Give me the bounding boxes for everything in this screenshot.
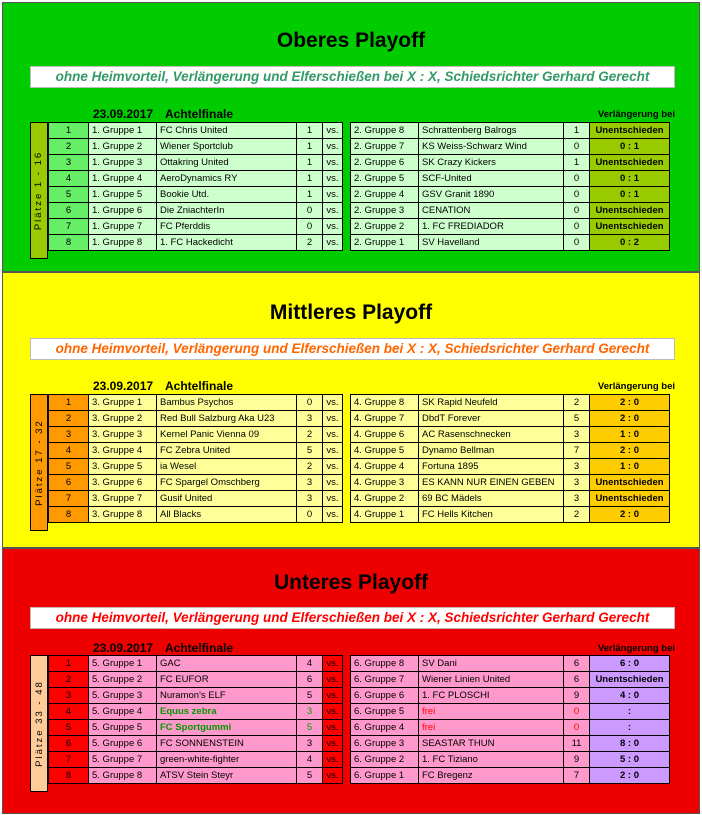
section-unteres-playoff [2,548,700,814]
rules-banner: ohne Heimvorteil, Verlängerung und Elferschießen bei X : X, Schiedsrichter Gerhard Gerecht [30,607,675,629]
score-away: 2 [564,507,590,523]
extra-time-result: Unentschieden [590,123,670,139]
match-number: 3 [49,688,89,704]
group-slot-home: 1. Gruppe 1 [89,123,157,139]
team-away: DbdT Forever [419,411,564,427]
team-away: frei [419,704,564,720]
group-slot-away: 4. Gruppe 8 [351,395,419,411]
team-away: ES KANN NUR EINEN GEBEN [419,475,564,491]
extra-time-result: 2 : 0 [590,768,670,784]
vs-label: vs. [323,139,343,155]
group-slot-away: 4. Gruppe 4 [351,459,419,475]
extra-time-result: Unentschieden [590,219,670,235]
score-away: 0 [564,704,590,720]
group-slot-home: 3. Gruppe 4 [89,443,157,459]
places-label [30,122,48,259]
vs-label: vs. [323,736,343,752]
match-row [49,656,670,672]
group-slot-home: 5. Gruppe 3 [89,688,157,704]
extra-time-result: Unentschieden [590,203,670,219]
score-home: 5 [297,443,323,459]
score-home: 5 [297,688,323,704]
match-row [49,752,670,768]
team-away: Fortuna 1895 [419,459,564,475]
team-home: Bambus Psychos [157,395,297,411]
gap [343,459,351,475]
vs-label: vs. [323,672,343,688]
score-home: 6 [297,672,323,688]
score-away: 0 [564,139,590,155]
group-slot-away: 2. Gruppe 8 [351,123,419,139]
score-away: 0 [564,235,590,251]
group-slot-away: 6. Gruppe 6 [351,688,419,704]
group-slot-away: 2. Gruppe 6 [351,155,419,171]
round-label: Achtelfinale [165,107,234,121]
score-home: 1 [297,171,323,187]
match-number: 4 [49,171,89,187]
gap [343,139,351,155]
group-slot-home: 1. Gruppe 2 [89,139,157,155]
match-number: 8 [49,768,89,784]
gap [343,395,351,411]
score-away: 3 [564,475,590,491]
match-number: 7 [49,491,89,507]
group-slot-away: 2. Gruppe 7 [351,139,419,155]
extra-time-result: 2 : 0 [590,507,670,523]
vs-label: vs. [323,235,343,251]
match-number: 3 [49,155,89,171]
vs-label: vs. [323,427,343,443]
group-slot-home: 5. Gruppe 7 [89,752,157,768]
vs-label: vs. [323,656,343,672]
group-slot-away: 4. Gruppe 1 [351,507,419,523]
extra-time-result: 6 : 0 [590,656,670,672]
score-home: 1 [297,155,323,171]
score-away: 1 [564,123,590,139]
extra-time-result: : [590,704,670,720]
section-mittleres-playoff [2,272,700,548]
team-away: SK Rapid Neufeld [419,395,564,411]
match-date: 23.09.2017 [93,107,154,121]
score-home: 2 [297,235,323,251]
group-slot-away: 4. Gruppe 5 [351,443,419,459]
score-away: 1 [564,155,590,171]
vs-label: vs. [323,752,343,768]
group-slot-away: 6. Gruppe 2 [351,752,419,768]
match-number: 2 [49,411,89,427]
extra-time-result: 8 : 0 [590,736,670,752]
match-number: 8 [49,507,89,523]
places-text: Plätze 1 - 16 [33,150,45,231]
gap [343,411,351,427]
match-number: 5 [49,720,89,736]
places-label [30,655,48,792]
match-table [48,655,670,784]
match-row [49,187,670,203]
places-text: Plätze 17 - 32 [33,419,45,506]
score-away: 6 [564,656,590,672]
team-home: Equus zebra [157,704,297,720]
group-slot-home: 1. Gruppe 5 [89,187,157,203]
score-away: 7 [564,443,590,459]
gap [343,187,351,203]
vs-label: vs. [323,219,343,235]
group-slot-home: 1. Gruppe 7 [89,219,157,235]
score-home: 1 [297,123,323,139]
match-row [49,491,670,507]
match-number: 3 [49,427,89,443]
score-home: 3 [297,491,323,507]
gap [343,443,351,459]
match-row [49,459,670,475]
rules-banner: ohne Heimvorteil, Verlängerung und Elferschießen bei X : X, Schiedsrichter Gerhard Gerecht [30,338,675,360]
extra-time-result: : [590,720,670,736]
team-away: SV Havelland [419,235,564,251]
extra-time-header: Verlängerung bei [597,109,675,120]
section-title: Mittleres Playoff [269,301,433,324]
extra-time-result: Unentschieden [590,491,670,507]
match-row [49,720,670,736]
score-away: 2 [564,395,590,411]
match-row [49,155,670,171]
team-home: 1. FC Hackedicht [157,235,297,251]
match-row [49,219,670,235]
team-away: AC Rasenschnecken [419,427,564,443]
section-title: Unteres Playoff [273,571,429,594]
team-away: FC Bregenz [419,768,564,784]
group-slot-home: 5. Gruppe 8 [89,768,157,784]
vs-label: vs. [323,720,343,736]
score-home: 1 [297,139,323,155]
team-home: Die ZniachterIn [157,203,297,219]
team-home: FC Sportgummi [157,720,297,736]
match-row [49,672,670,688]
match-row [49,235,670,251]
team-home: FC Pferddis [157,219,297,235]
team-home: ia Wesel [157,459,297,475]
extra-time-result: 0 : 1 [590,139,670,155]
score-away: 3 [564,491,590,507]
gap [343,736,351,752]
match-row [49,704,670,720]
team-away: GSV Granit 1890 [419,187,564,203]
vs-label: vs. [323,411,343,427]
vs-label: vs. [323,171,343,187]
gap [343,475,351,491]
vs-label: vs. [323,395,343,411]
score-away: 11 [564,736,590,752]
gap [343,427,351,443]
team-away: FC Hells Kitchen [419,507,564,523]
match-number: 4 [49,704,89,720]
group-slot-away: 2. Gruppe 2 [351,219,419,235]
group-slot-home: 5. Gruppe 1 [89,656,157,672]
vs-label: vs. [323,187,343,203]
group-slot-home: 1. Gruppe 8 [89,235,157,251]
team-away: 1. FC PLOSCHI [419,688,564,704]
team-home: Ottakring United [157,155,297,171]
group-slot-home: 3. Gruppe 3 [89,427,157,443]
team-away: KS Weiss-Schwarz Wind [419,139,564,155]
team-away: Dynamo Bellman [419,443,564,459]
group-slot-home: 3. Gruppe 8 [89,507,157,523]
match-number: 1 [49,123,89,139]
match-table [48,394,670,523]
group-slot-away: 6. Gruppe 1 [351,768,419,784]
gap [343,672,351,688]
match-number: 4 [49,443,89,459]
vs-label: vs. [323,768,343,784]
extra-time-result: Unentschieden [590,475,670,491]
match-row [49,475,670,491]
extra-time-result: 4 : 0 [590,688,670,704]
places-text: Plätze 33 - 48 [33,680,45,767]
match-number: 6 [49,736,89,752]
team-away: SEASTAR THUN [419,736,564,752]
team-away: 1. FC Tiziano [419,752,564,768]
round-label: Achtelfinale [165,379,234,393]
group-slot-home: 5. Gruppe 6 [89,736,157,752]
extra-time-result: 1 : 0 [590,427,670,443]
group-slot-home: 3. Gruppe 1 [89,395,157,411]
match-number: 7 [49,752,89,768]
gap [343,235,351,251]
match-row [49,139,670,155]
team-home: Kernel Panic Vienna 09 [157,427,297,443]
score-home: 0 [297,395,323,411]
gap [343,656,351,672]
team-away: SV Dani [419,656,564,672]
group-slot-home: 5. Gruppe 2 [89,672,157,688]
team-home: Wiener Sportclub [157,139,297,155]
group-slot-home: 3. Gruppe 6 [89,475,157,491]
match-number: 2 [49,672,89,688]
group-slot-home: 3. Gruppe 5 [89,459,157,475]
gap [343,491,351,507]
score-away: 0 [564,720,590,736]
gap [343,507,351,523]
match-row [49,507,670,523]
extra-time-result: 0 : 1 [590,187,670,203]
match-number: 1 [49,656,89,672]
score-away: 5 [564,411,590,427]
score-home: 0 [297,507,323,523]
match-row [49,203,670,219]
match-number: 6 [49,203,89,219]
match-row [49,123,670,139]
match-row [49,736,670,752]
group-slot-away: 4. Gruppe 7 [351,411,419,427]
vs-label: vs. [323,507,343,523]
score-home: 5 [297,720,323,736]
gap [343,688,351,704]
score-away: 0 [564,187,590,203]
match-number: 5 [49,187,89,203]
team-home: FC SONNENSTEIN [157,736,297,752]
group-slot-away: 4. Gruppe 3 [351,475,419,491]
team-away: Schrattenberg Balrogs [419,123,564,139]
score-away: 0 [564,219,590,235]
match-row [49,395,670,411]
gap [343,155,351,171]
match-date: 23.09.2017 [93,379,154,393]
team-away: 1. FC FREDIADOR [419,219,564,235]
team-home: FC Zebra United [157,443,297,459]
gap [343,171,351,187]
score-home: 0 [297,219,323,235]
score-away: 9 [564,688,590,704]
match-row [49,411,670,427]
group-slot-away: 4. Gruppe 2 [351,491,419,507]
match-table [48,122,670,251]
team-home: ATSV Stein Steyr [157,768,297,784]
match-row [49,768,670,784]
gap [343,704,351,720]
gap [343,752,351,768]
match-number: 6 [49,475,89,491]
vs-label: vs. [323,203,343,219]
section-oberes-playoff [2,2,700,272]
group-slot-away: 6. Gruppe 8 [351,656,419,672]
score-away: 3 [564,427,590,443]
vs-label: vs. [323,491,343,507]
score-away: 0 [564,203,590,219]
vs-label: vs. [323,475,343,491]
extra-time-result: 1 : 0 [590,459,670,475]
score-home: 3 [297,736,323,752]
score-home: 4 [297,752,323,768]
group-slot-away: 2. Gruppe 1 [351,235,419,251]
group-slot-away: 6. Gruppe 5 [351,704,419,720]
team-away: Wiener Linien United [419,672,564,688]
score-home: 3 [297,411,323,427]
gap [343,123,351,139]
gap [343,720,351,736]
team-home: All Blacks [157,507,297,523]
vs-label: vs. [323,688,343,704]
team-home: GAC [157,656,297,672]
team-home: Bookie Utd. [157,187,297,203]
group-slot-home: 5. Gruppe 4 [89,704,157,720]
group-slot-home: 3. Gruppe 2 [89,411,157,427]
score-home: 2 [297,427,323,443]
team-home: FC Chris United [157,123,297,139]
extra-time-result: Unentschieden [590,155,670,171]
round-label: Achtelfinale [165,641,234,655]
extra-time-result: 2 : 0 [590,395,670,411]
team-home: Red Bull Salzburg Aka U23 [157,411,297,427]
match-row [49,688,670,704]
team-away: frei [419,720,564,736]
match-row [49,443,670,459]
vs-label: vs. [323,704,343,720]
score-home: 4 [297,656,323,672]
vs-label: vs. [323,123,343,139]
group-slot-away: 6. Gruppe 4 [351,720,419,736]
match-number: 2 [49,139,89,155]
extra-time-result: 2 : 0 [590,443,670,459]
team-away: 69 BC Mädels [419,491,564,507]
extra-time-result: 0 : 2 [590,235,670,251]
extra-time-header: Verlängerung bei [597,643,675,654]
extra-time-header: Verlängerung bei [597,381,675,392]
team-away: CENATION [419,203,564,219]
score-away: 0 [564,171,590,187]
score-home: 2 [297,459,323,475]
score-home: 3 [297,475,323,491]
vs-label: vs. [323,443,343,459]
group-slot-away: 2. Gruppe 5 [351,171,419,187]
extra-time-result: Unentschieden [590,672,670,688]
team-home: Nuramon's ELF [157,688,297,704]
gap [343,768,351,784]
team-away: SK Crazy Kickers [419,155,564,171]
score-away: 7 [564,768,590,784]
extra-time-result: 2 : 0 [590,411,670,427]
group-slot-away: 6. Gruppe 7 [351,672,419,688]
match-date: 23.09.2017 [93,641,154,655]
score-away: 3 [564,459,590,475]
group-slot-home: 1. Gruppe 4 [89,171,157,187]
section-title: Oberes Playoff [276,29,426,52]
match-number: 7 [49,219,89,235]
team-away: SCF-United [419,171,564,187]
vs-label: vs. [323,155,343,171]
group-slot-home: 1. Gruppe 6 [89,203,157,219]
team-home: green-white-fighter [157,752,297,768]
match-number: 5 [49,459,89,475]
rules-banner: ohne Heimvorteil, Verlängerung und Elferschießen bei X : X, Schiedsrichter Gerhard Gerecht [30,66,675,88]
score-away: 6 [564,672,590,688]
team-home: AeroDynamics RY [157,171,297,187]
group-slot-away: 2. Gruppe 4 [351,187,419,203]
match-number: 1 [49,395,89,411]
extra-time-result: 5 : 0 [590,752,670,768]
vs-label: vs. [323,459,343,475]
team-home: Gusif United [157,491,297,507]
group-slot-home: 1. Gruppe 3 [89,155,157,171]
match-row [49,171,670,187]
gap [343,219,351,235]
team-home: FC Spargel Omschberg [157,475,297,491]
group-slot-away: 2. Gruppe 3 [351,203,419,219]
score-home: 3 [297,704,323,720]
group-slot-home: 3. Gruppe 7 [89,491,157,507]
match-number: 8 [49,235,89,251]
match-row [49,427,670,443]
group-slot-home: 5. Gruppe 5 [89,720,157,736]
score-away: 9 [564,752,590,768]
score-home: 0 [297,203,323,219]
team-home: FC EUFOR [157,672,297,688]
gap [343,203,351,219]
group-slot-away: 6. Gruppe 3 [351,736,419,752]
score-home: 1 [297,187,323,203]
group-slot-away: 4. Gruppe 6 [351,427,419,443]
score-home: 5 [297,768,323,784]
places-label [30,394,48,531]
extra-time-result: 0 : 1 [590,171,670,187]
